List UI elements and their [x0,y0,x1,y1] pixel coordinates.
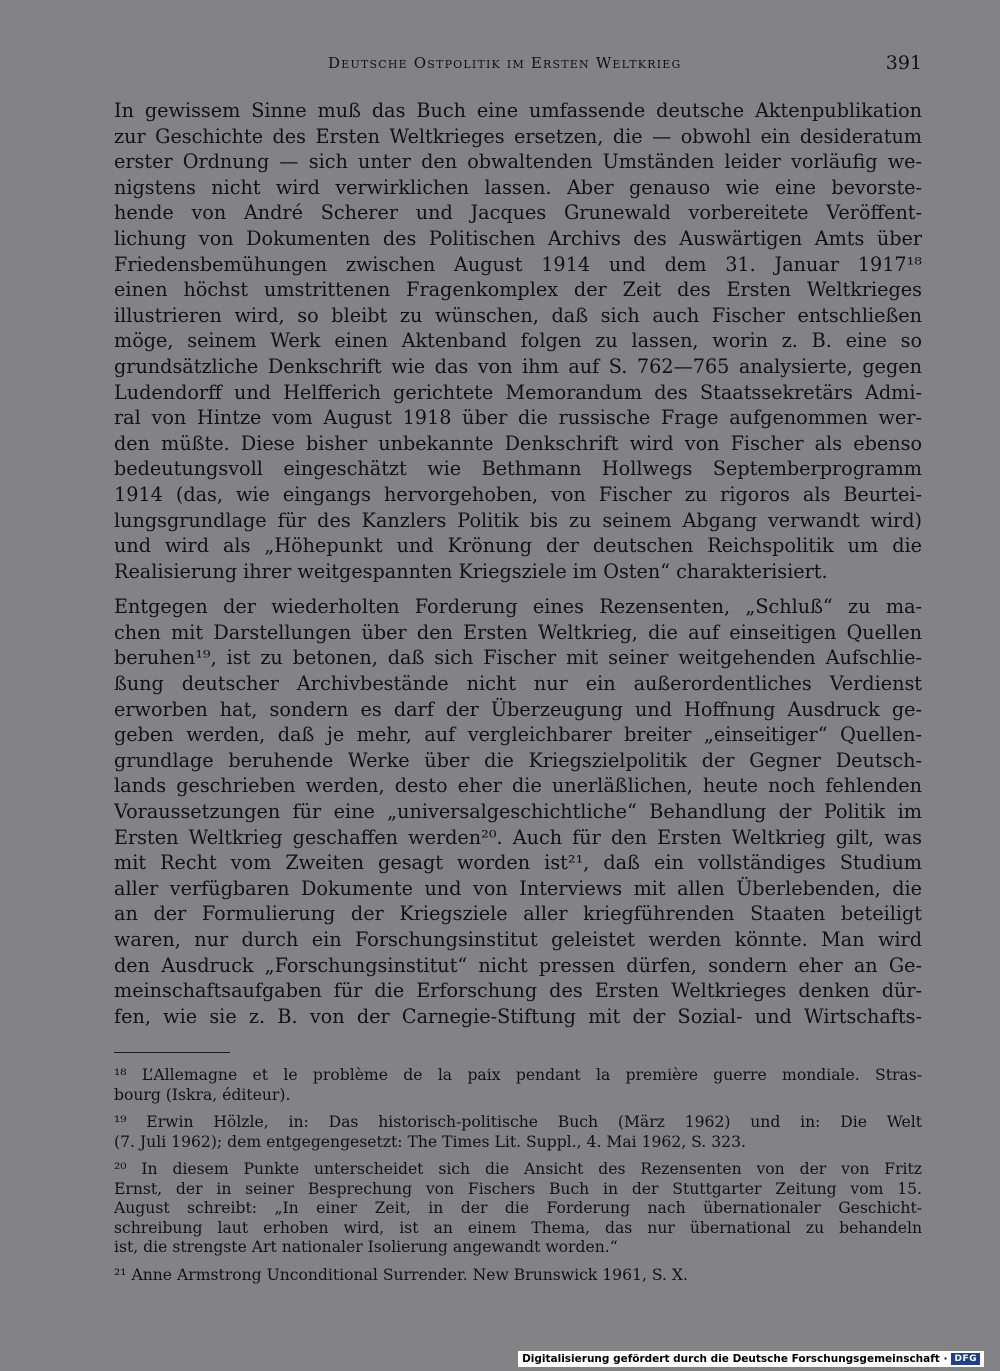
footnote-line: Ernst, der in seiner Besprechung von Fischers Buch in der Stuttgarter Zeitung vom 15. [114,1179,922,1198]
text-line: den müßte. Diese bisher unbekannte Denkschrift wird von Fischer als ebenso [114,431,922,455]
footnote-line: ²¹ Anne Armstrong Unconditional Surrender. New Brunswick 1961, S. X. [114,1265,688,1284]
text-line: erster Ordnung — sich unter den obwaltenden Umständen leider vorläufig we- [114,150,922,174]
text-line: illustrieren wird, so bleibt zu wünschen, daß sich auch Fischer entschließen [114,303,922,327]
footnote-line: ¹⁹ Erwin Hölzle, in: Das historisch-politische Buch (März 1962) und in: Die Welt [114,1113,922,1131]
footnote-19 [114,1113,922,1152]
text-line: erworben hat, sondern es darf der Überzeugung und Hoffnung Ausdruck ge- [114,697,922,721]
footnote-line: bourg (Iskra, éditeur). [114,1085,291,1104]
text-line: nigstens nicht wird verwirklichen lassen. Aber genauso wie eine bevorste- [114,175,922,199]
text-line: geben werden, daß je mehr, auf vergleichbarer breiter „einseitiger“ Quellen- [114,723,922,747]
paragraph-1 [114,98,922,584]
text-line: einen höchst umstrittenen Fragenkomplex der Zeit des Ersten Weltkrieges [114,278,922,302]
footnote-20 [114,1160,922,1258]
footnote-line: August schreibt: „In einer Zeit, in der die Forderung nach übernationaler Geschicht- [114,1199,922,1217]
text-line: fen, wie sie z. B. von der Carnegie-Stiftung mit der Sozial- und Wirtschafts- [114,1004,922,1028]
text-line: den Ausdruck „Forschungsinstitut“ nicht pressen dürfen, sondern eher an Ge- [114,953,922,977]
text-line: Ersten Weltkrieg geschaffen werden²⁰. Auch für den Ersten Weltkrieg gilt, was [114,825,922,849]
text-line: an der Formulierung der Kriegsziele aller kriegführenden Staaten beteiligt [114,902,922,926]
text-line: In gewissem Sinne muß das Buch eine umfassende deutsche Aktenpublikation [114,99,922,122]
text-line: mit Recht vom Zweiten gesagt worden ist²¹, daß ein vollständiges Studium [114,851,922,875]
text-line: grundsätzliche Denkschrift wie das von ihm auf S. 762—765 analysierte, gegen [114,354,922,378]
digitization-credit [518,1351,984,1367]
text-line: lands geschrieben werden, desto eher die unerläßlichen, heute noch fehlenden [114,774,922,798]
footnote-line: ¹⁸ L’Allemagne et le problème de la paix pendant la première guerre mondiale. Stras- [114,1066,922,1084]
text-line: ßung deutscher Archivbestände nicht nur ein außerordentliches Verdienst [114,672,922,696]
page-number: 391 [885,52,922,74]
footnote-line: ist, die strengste Art nationaler Isolierung angewandt worden.“ [114,1238,618,1256]
text-line: Realisierung ihrer weitgespannten Kriegsziele im Osten“ charakterisiert. [114,559,828,583]
text-line: lichung von Dokumenten des Politischen Archivs des Auswärtigen Amts über [114,226,922,250]
footnotes [114,1066,922,1293]
paragraph-2 [114,594,922,1029]
text-line: waren, nur durch ein Forschungsinstitut geleistet werden könnte. Man wird [114,928,922,951]
text-line: Voraussetzungen für eine „universalgeschichtliche“ Behandlung der Politik im [114,800,922,824]
text-line: Friedensbemühungen zwischen August 1914 und dem 31. Januar 1917¹⁸ [114,252,922,276]
footnote-21 [114,1266,922,1286]
text-line: hende von André Scherer und Jacques Grunewald vorbereitete Veröffent- [114,201,922,225]
text-line: beruhen¹⁹, ist zu betonen, daß sich Fischer mit seiner weitgehenden Aufschlie- [114,646,922,670]
footnote-18 [114,1066,922,1105]
text-line: Ludendorff und Helfferich gerichtete Memorandum des Staatssekretärs Admi- [114,380,922,404]
text-line: möge, seinem Werk einen Aktenband folgen zu lassen, worin z. B. eine so [114,329,922,353]
text-line: grundlage beruhende Werke über die Kriegszielpolitik der Gegner Deutsch- [114,748,922,772]
text-line: ral von Hintze vom August 1918 über die russische Frage aufgenommen wer- [114,406,922,430]
footnote-line: ²⁰ In diesem Punkte unterscheidet sich die Ansicht des Rezensenten von der von Fritz [114,1160,922,1178]
footnote-line: (7. Juli 1962); dem entgegengesetzt: The Times Lit. Suppl., 4. Mai 1962, S. 323. [114,1132,746,1151]
running-header [0,52,1000,78]
body-text [114,98,922,1029]
text-line: aller verfügbaren Dokumente und von Interviews mit allen Überlebenden, die [114,876,922,900]
text-line: zur Geschichte des Ersten Weltkrieges ersetzen, die — obwohl ein desideratum [114,124,922,148]
footnote-line: schreibung laut erhoben wird, ist an einem Thema, das nur übernational zu behandeln [114,1218,922,1237]
footnote-separator [114,1052,230,1053]
credit-text: Digitalisierung gefördert durch die Deutsche Forschungsgemeinschaft · [522,1353,948,1365]
text-line: chen mit Darstellungen über den Ersten Weltkrieg, die auf einseitigen Quellen [114,620,922,644]
text-line: 1914 (das, wie eingangs hervorgehoben, von Fischer zu rigoros als Beurtei- [114,482,922,506]
text-line: und wird als „Höhepunkt und Krönung der deutschen Reichspolitik um die [114,534,922,558]
dfg-logo: DFG [951,1353,980,1365]
text-line: meinschaftsaufgaben für die Erforschung des Ersten Weltkrieges denken dür- [114,979,922,1003]
running-title: Deutsche Ostpolitik im Ersten Weltkrieg [328,54,682,72]
text-line: bedeutungsvoll eingeschätzt wie Bethmann Hollwegs Septemberprogramm [114,457,922,481]
text-line: lungsgrundlage für des Kanzlers Politik bis zu seinem Abgang verwandt wird) [114,508,922,532]
text-line: Entgegen der wiederholten Forderung eines Rezensenten, „Schluß“ zu ma- [114,595,922,619]
